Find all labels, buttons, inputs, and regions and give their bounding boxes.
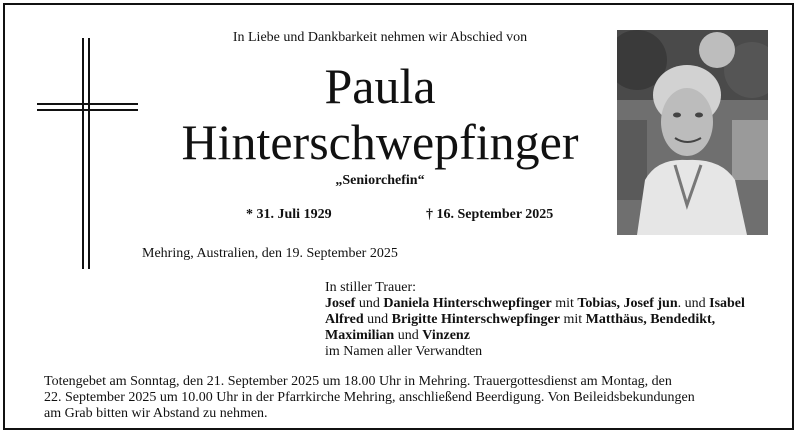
mourners-closing: im Namen aller Verwandten: [325, 344, 483, 359]
mourners-line-3: Maximilian und Vinzenz: [325, 328, 470, 343]
deceased-first-name: Paula: [324, 58, 436, 114]
mourners-line-1: Josef und Daniela Hinterschwepfinger mit Tobias, Josef jun. und Isabel: [325, 296, 745, 311]
place-and-date: Mehring, Australien, den 19. September 2025: [142, 246, 398, 261]
mourners-heading: In stiller Trauer:: [325, 280, 416, 295]
service-details: [44, 374, 764, 422]
service-line-1: Totengebet am Sonntag, den 21. September 2025 um 18.00 Uhr in Mehring. Trauergottesdienst am Montag, den: [44, 374, 672, 389]
mourners-block: [325, 280, 765, 360]
death-date: † 16. September 2025: [426, 207, 554, 222]
mourners-line-2: Alfred und Brigitte Hinterschwepfinger mit Matthäus, Bendedikt,: [325, 312, 716, 327]
deceased-nickname: „Seniorchefin“: [335, 173, 425, 188]
service-line-2: 22. September 2025 um 10.00 Uhr in der Pfarrkirche Mehring, anschließend Beerdigung. Von Beileidsbekundungen: [44, 390, 695, 405]
portrait-photo: [617, 30, 768, 235]
service-line-3: am Grab bitten wir Abstand zu nehmen.: [44, 406, 268, 421]
deceased-last-name: Hinterschwepfinger: [181, 114, 579, 170]
birth-date: * 31. Juli 1929: [246, 207, 332, 222]
intro-text: In Liebe und Dankbarkeit nehmen wir Abschied von: [232, 30, 528, 45]
